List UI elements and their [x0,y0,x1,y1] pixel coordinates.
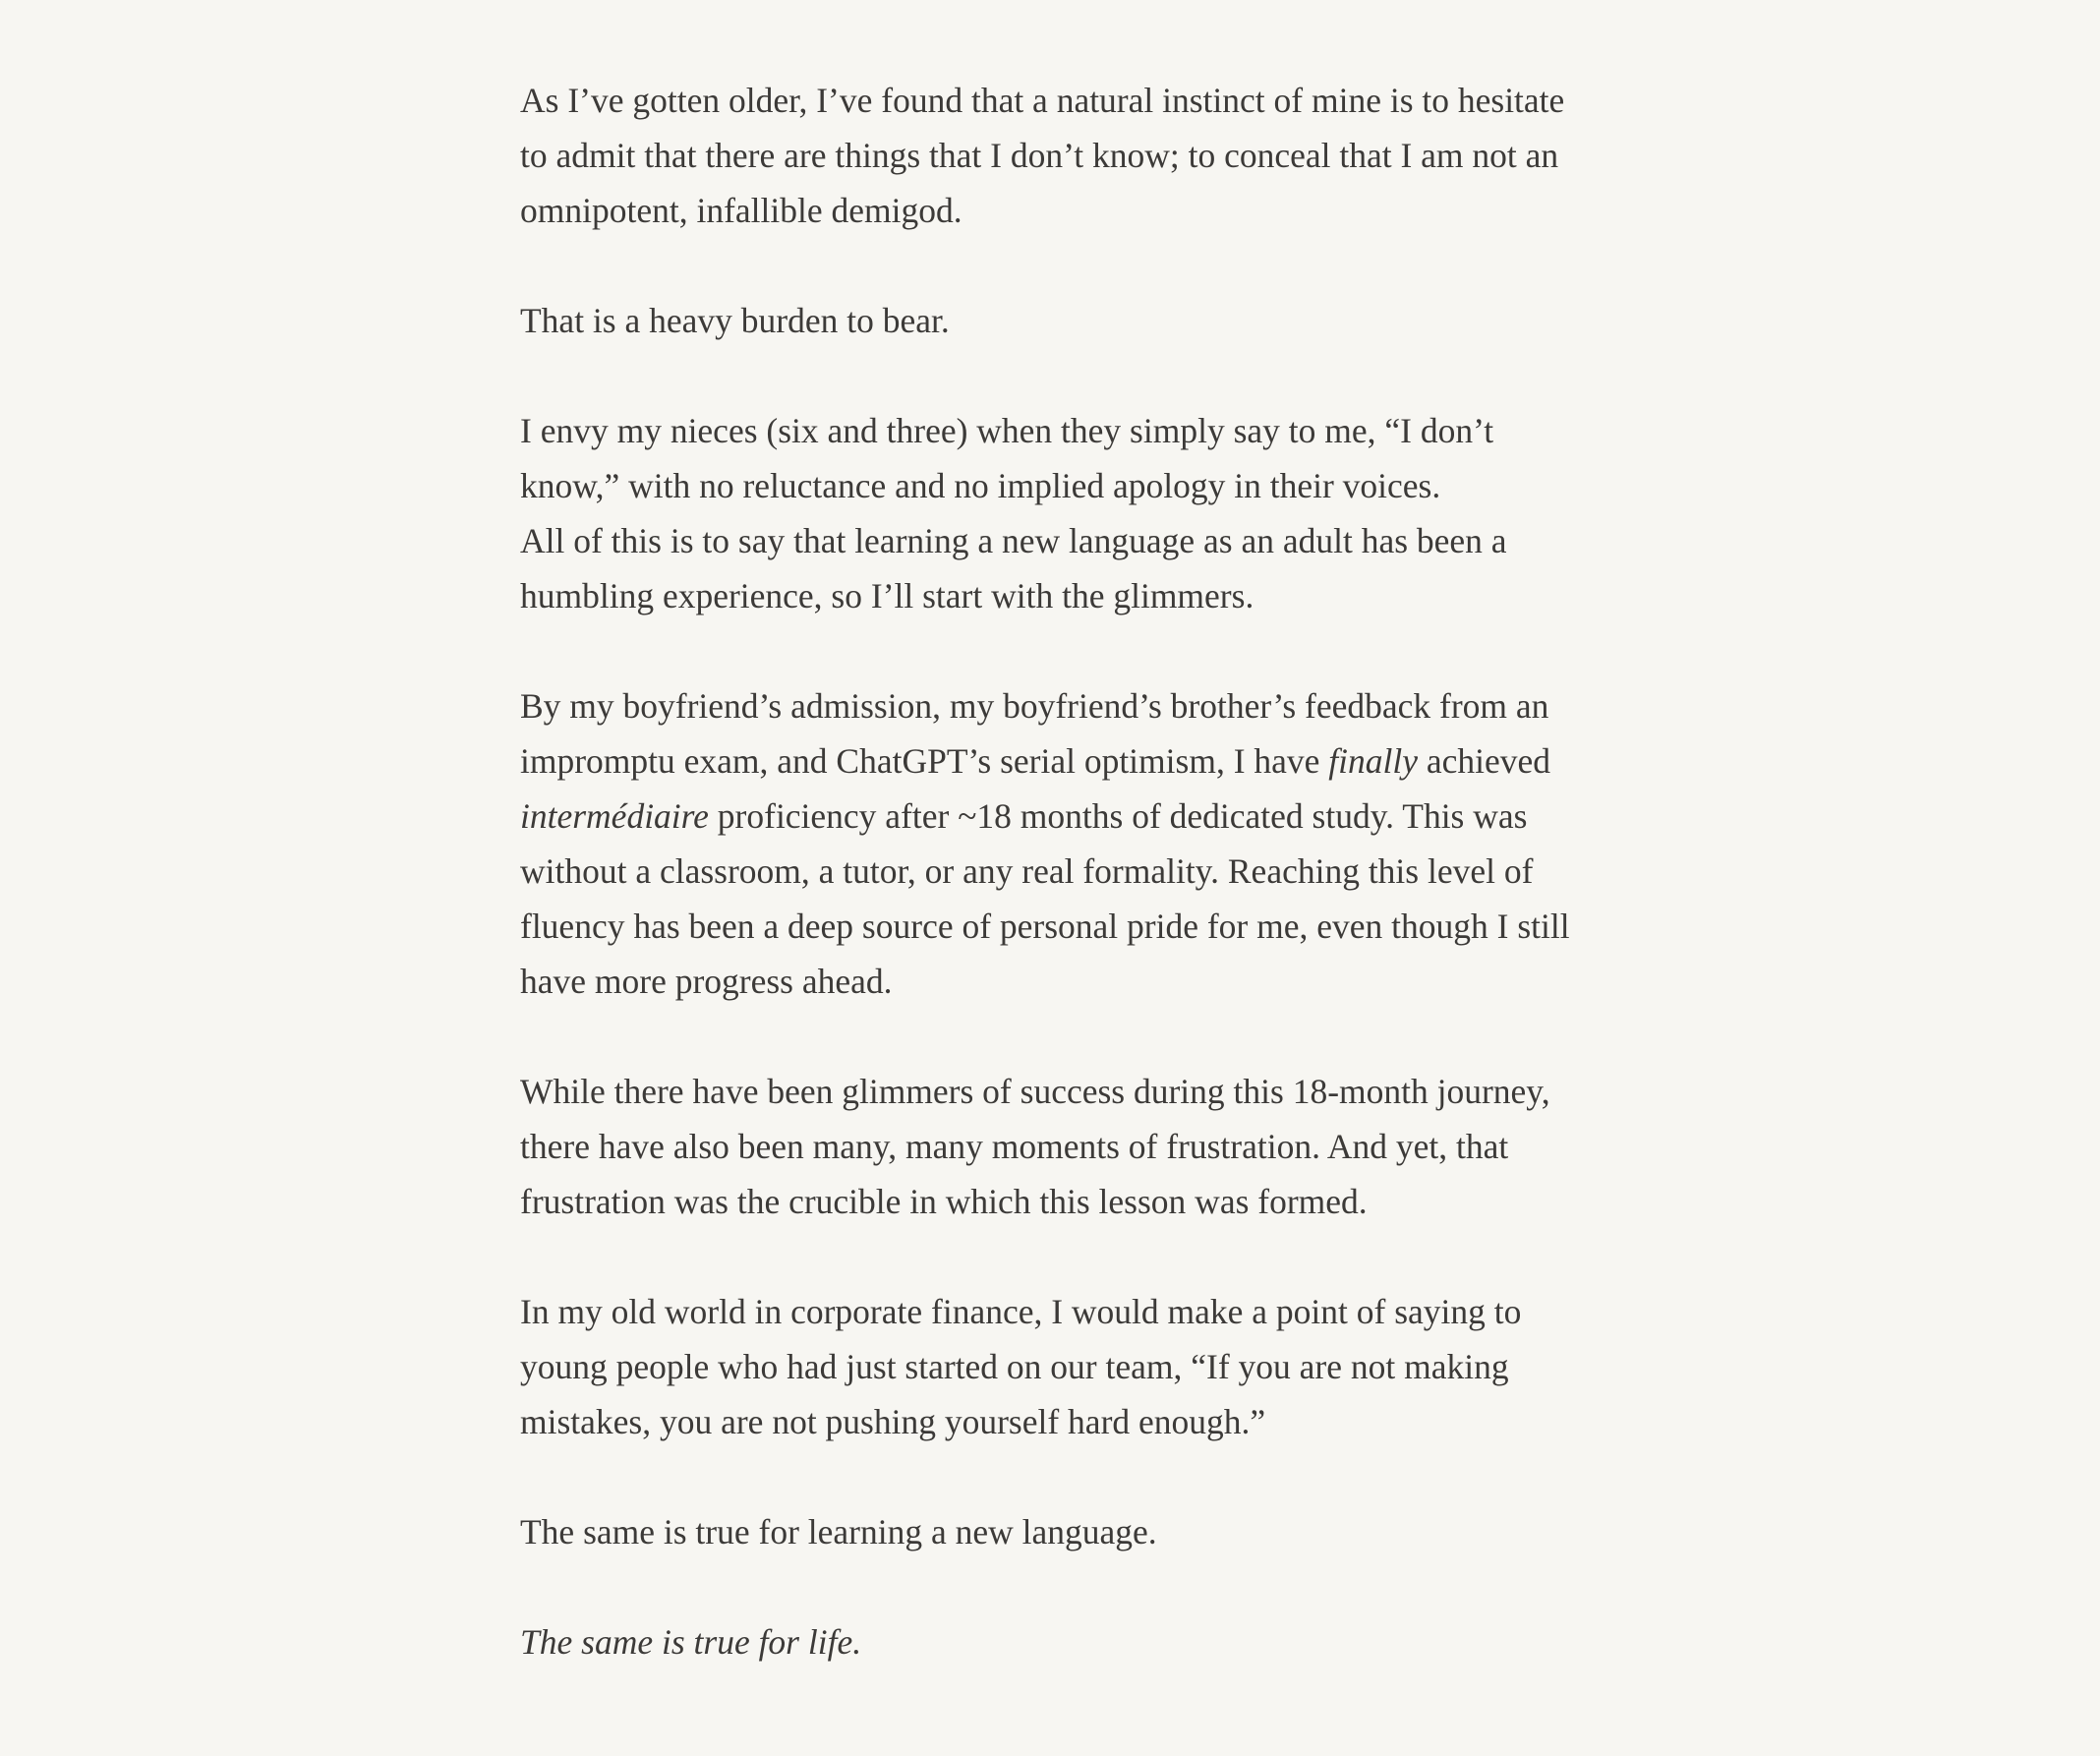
paragraph-corporate-finance: In my old world in corporate finance, I would make a point of saying to young people who had just started on our team, “If you are not making mistakes, you are not pushing yourself hard enough.” [520,1292,1522,1441]
paragraph-burden: That is a heavy burden to bear. [520,301,950,340]
paragraph-intro: As I’ve gotten older, I’ve found that a natural instinct of mine is to hesitate to admit that there are things that I don’t know; to conceal that I am not an omnipotent, infallible demigod. [520,81,1565,230]
proficiency-text-3: proficiency after ~18 months of dedicated study. This was without a classroom, a tutor, or any real formality. Reaching this level of fluency has been a deep source of personal pride for me, even though I still have more progress ahead. [520,796,1570,1001]
emphasis-intermediaire: intermédiaire [520,796,709,836]
paragraph-nieces: I envy my nieces (six and three) when they simply say to me, “I don’t know,” with no reluctance and no implied apology in their voices. [520,411,1494,505]
article-body [520,73,1572,1725]
paragraph-humbling: All of this is to say that learning a new language as an adult has been a humbling experience, so I’ll start with the glimmers. [520,521,1507,615]
paragraph-frustration: While there have been glimmers of success during this 18-month journey, there have also been many, many moments of frustration. And yet, that frustration was the crucible in which this lesson was formed. [520,1072,1550,1221]
paragraph-language: The same is true for learning a new language. [520,1512,1157,1551]
emphasis-finally: finally [1328,741,1419,781]
proficiency-text-1: By my boyfriend’s admission, my boyfriend’s brother’s feedback from an impromptu exam, and ChatGPT’s serial optimism, I have [520,686,1549,781]
paragraph-life [520,1614,1572,1669]
paragraph-proficiency [520,678,1572,1009]
emphasis-life: The same is true for life. [520,1622,862,1662]
proficiency-text-2: achieved [1418,741,1551,781]
